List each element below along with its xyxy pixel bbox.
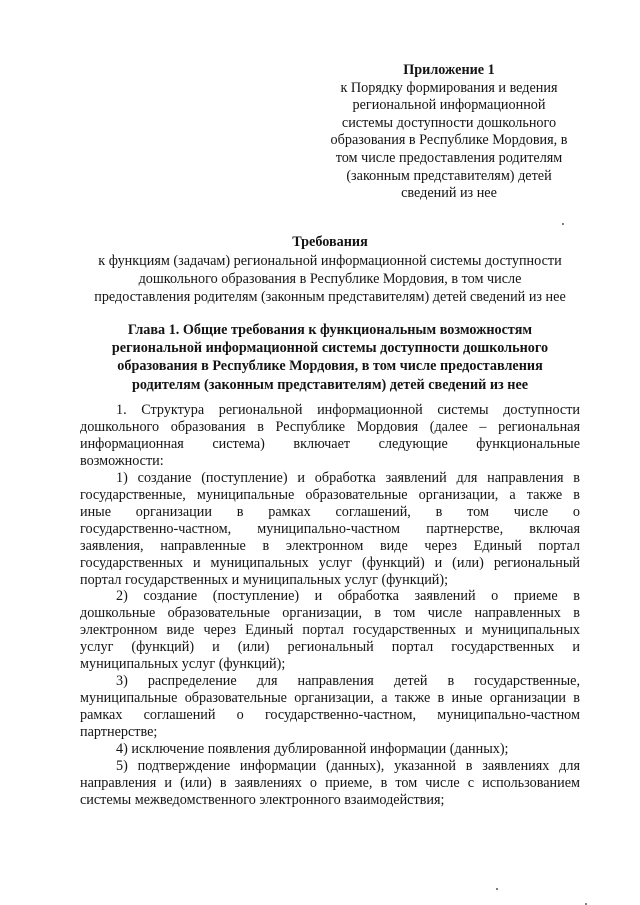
paragraph-line: возможности: <box>80 452 164 469</box>
appendix-line: к Порядку формирования и ведения <box>340 79 558 96</box>
paragraph-line: направления и (или) в заявлениях о приеме, в том числе с использованием <box>80 774 580 791</box>
paragraph-line: 4) исключение появления дублированной информации (данных); <box>116 741 509 758</box>
list-item-4 <box>80 741 580 758</box>
chapter-heading-line: Глава 1. Общие требования к функциональным возможностям <box>127 322 533 338</box>
paragraph-line: заявления, направленные в электронном виде через Единый портал <box>80 537 580 554</box>
scan-speck <box>562 223 564 225</box>
requirements-subtitle-line: к функциям (задачам) региональной информационной системы доступности <box>98 253 562 269</box>
appendix-line: системы доступности дошкольного <box>341 114 557 131</box>
appendix-line: региональной информационной <box>352 97 546 114</box>
requirements-subtitle-line: предоставления родителям (законным представителям) детей сведений из нее <box>94 289 566 305</box>
chapter-heading <box>70 321 590 394</box>
paragraph-line: партнерстве; <box>80 724 158 741</box>
paragraph-line: государственные, муниципальные образовательные организации, а также в <box>80 486 580 503</box>
paragraph-line: муниципальные образовательные организации, а также в иные организации в <box>80 690 580 707</box>
chapter-heading-line: региональной информационной системы доступности дошкольного <box>111 340 549 357</box>
list-item-3 <box>80 673 580 741</box>
paragraph-line: государственных и муниципальных услуг (функций) и (или) региональный <box>80 554 580 571</box>
paragraph-line: услуг (функций) и (или) региональный портал государственных и <box>80 639 580 656</box>
appendix-title: Приложение 1 <box>403 62 495 78</box>
appendix-line: том числе предоставления родителям <box>335 149 563 166</box>
requirements-subtitle-line: дошкольного образования в Республике Мордовия, в том числе <box>138 271 522 287</box>
requirements-title: Требования <box>292 234 368 250</box>
paragraph-line: рамках соглашений о государственно-частном, муниципально-частном <box>80 707 580 724</box>
paragraph-line: дошкольного образования в Республике Мордовия (далее – региональная <box>80 418 580 435</box>
list-item-2 <box>80 588 580 673</box>
appendix-header <box>318 62 580 203</box>
paragraph-line: 2) создание (поступление) и обработка заявлений о приеме в <box>116 588 580 605</box>
paragraph-line: 1) создание (поступление) и обработка заявлений для направления в <box>116 469 580 486</box>
paragraph-line: системы межведомственного электронного взаимодействия; <box>80 791 445 808</box>
paragraph-1 <box>80 402 580 470</box>
paragraph-line: 3) распределение для направления детей в государственные, <box>116 673 580 690</box>
paragraph-line: 5) подтверждение информации (данных), указанной в заявлениях для <box>116 758 580 775</box>
paragraph-line: муниципальных услуг (функций); <box>80 656 286 673</box>
requirements-heading <box>60 233 600 306</box>
list-item-5 <box>80 758 580 809</box>
paragraph-line: электронном виде через Единый портал государственных и муниципальных <box>80 622 580 639</box>
appendix-line: сведений из нее <box>401 185 497 202</box>
chapter-heading-line: родителям (законным представителям) детей сведений из нее <box>131 376 529 393</box>
appendix-line: (законным представителям) детей <box>346 167 552 184</box>
paragraph-line: иные организации в рамках соглашений, в том числе о <box>80 503 580 520</box>
paragraph-line: 1. Структура региональной информационной системы доступности <box>116 402 580 418</box>
chapter-heading-line: образования в Республике Мордовия, в том числе предоставления <box>117 358 543 375</box>
list-item-1 <box>80 470 580 589</box>
paragraph-line: портал государственных и муниципальных услуг (функций); <box>80 571 449 588</box>
scan-speck <box>496 888 498 890</box>
paragraph-line: дошкольные образовательные организации, в том числе направленных в <box>80 605 580 622</box>
appendix-line: образования в Республике Мордовия, в <box>330 132 568 149</box>
body-text <box>80 402 580 809</box>
paragraph-line: информационная система) включает следующие функциональные <box>80 435 580 452</box>
paragraph-line: государственно-частном, муниципально-частном партнерстве, включая <box>80 520 580 537</box>
